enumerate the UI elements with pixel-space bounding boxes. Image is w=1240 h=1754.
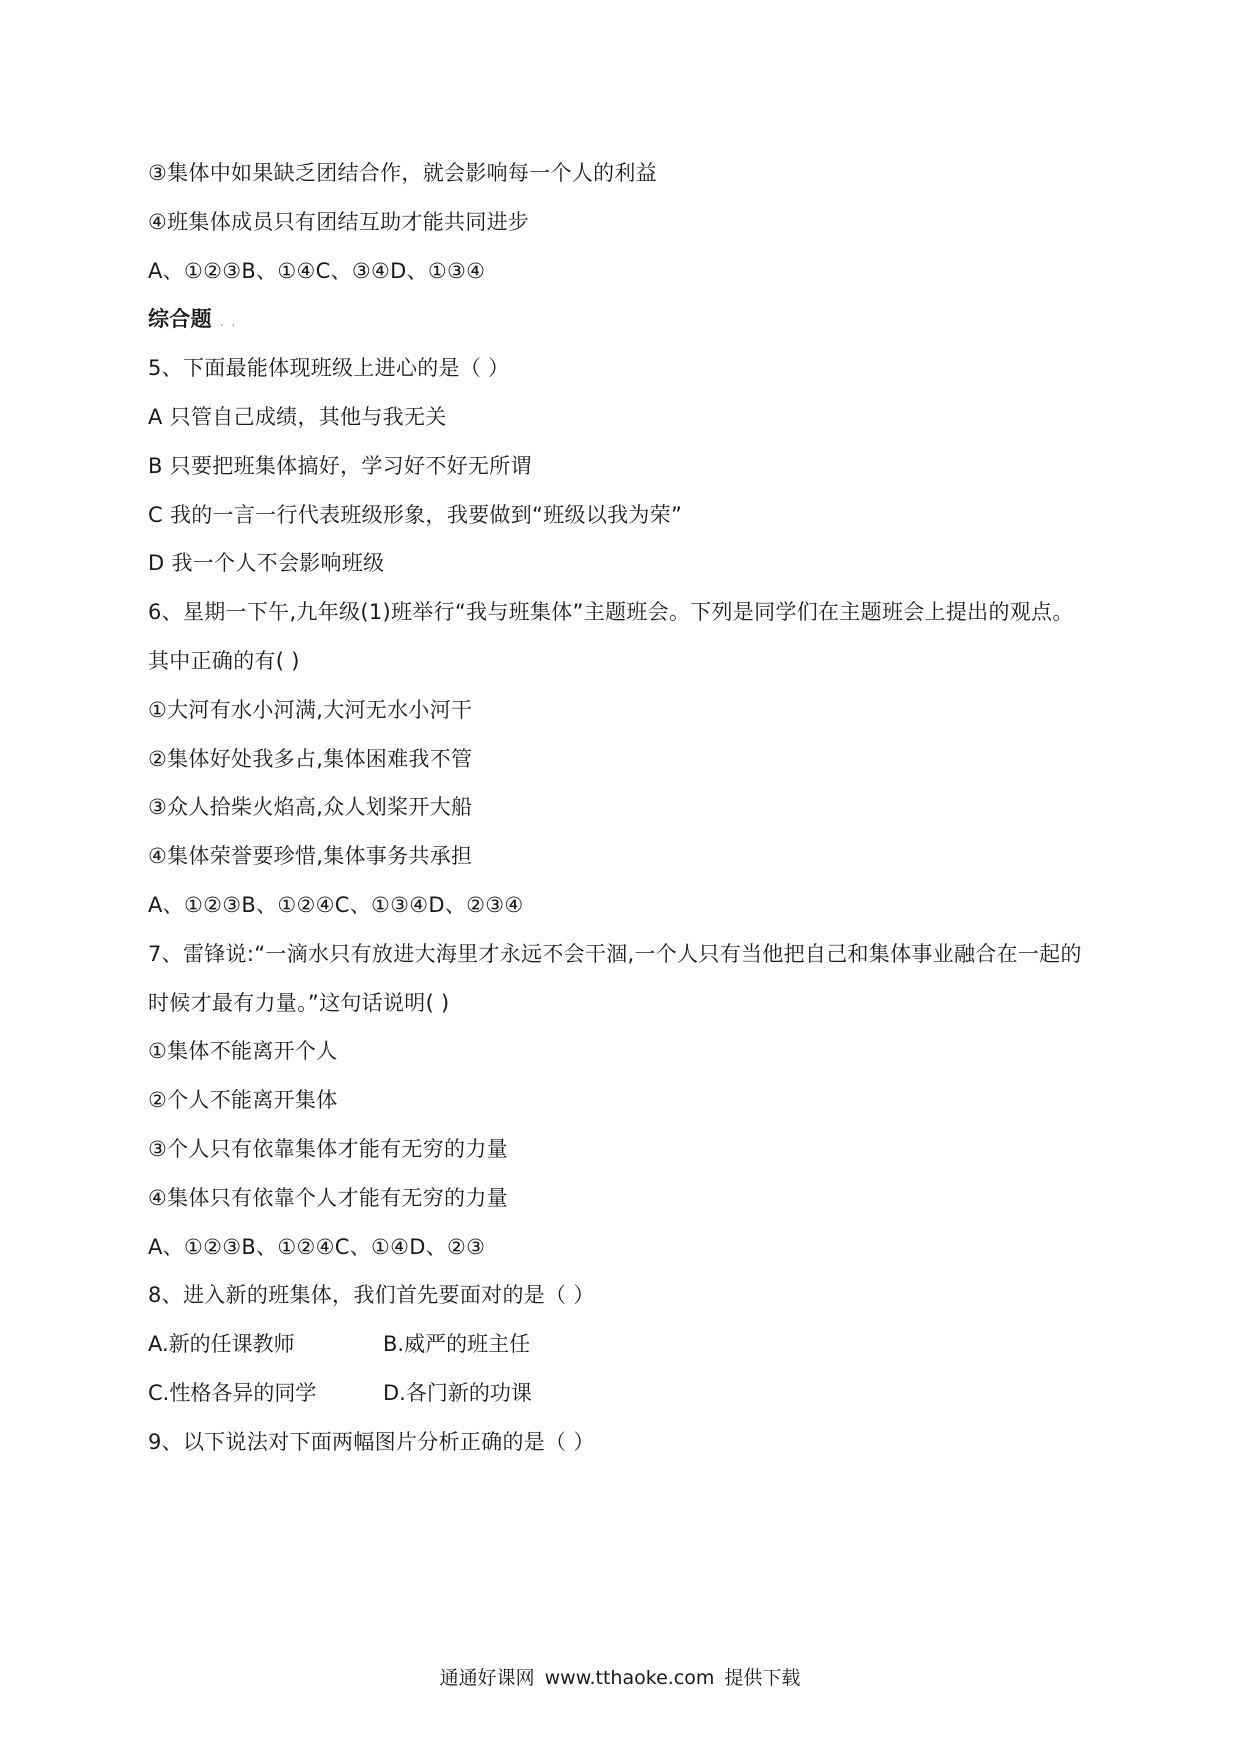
answer-options-line: A、①②③B、①②④C、①④D、②③ [148, 1235, 486, 1259]
question-5: 5、下面最能体现班级上进心的是（ ） [148, 356, 510, 380]
option-line: B 只要把班集体搞好，学习好不好无所谓 [148, 454, 532, 478]
question-9: 9、以下说法对下面两幅图片分析正确的是（ ） [148, 1430, 595, 1454]
section-heading-text: 综合题 [148, 307, 212, 331]
q8-option-a: A.新的任课教师 [148, 1332, 295, 1356]
option-line: A 只管自己成绩，其他与我无关 [148, 405, 447, 429]
answer-options-line: A、①②③B、①②④C、①③④D、②③④ [148, 893, 524, 917]
statement-line: ①集体不能离开个人 [148, 1039, 338, 1063]
question-6-cont: 其中正确的有( ) [148, 649, 300, 673]
option-line: D 我一个人不会影响班级 [148, 551, 385, 575]
q8-option-b: B.威严的班主任 [383, 1332, 531, 1356]
q8-option-c: C.性格各异的同学 [148, 1381, 317, 1405]
text-line: ③集体中如果缺乏团结合作，就会影响每一个人的利益 [148, 161, 658, 185]
statement-line: ④集体只有依靠个人才能有无穷的力量 [148, 1186, 508, 1210]
statement-line: ③众人拾柴火焰高,众人划桨开大船 [148, 795, 473, 819]
option-line: C 我的一言一行代表班级形象，我要做到“班级以我为荣” [148, 503, 683, 527]
statement-line: ④集体荣誉要珍惜,集体事务共承担 [148, 844, 473, 868]
q8-option-d: D.各门新的功课 [383, 1381, 532, 1405]
statement-line: ②集体好处我多占,集体困难我不管 [148, 747, 473, 771]
statement-line: ①大河有水小河满,大河无水小河干 [148, 698, 473, 722]
section-heading [148, 304, 237, 337]
question-6: 6、星期一下午,九年级(1)班举行“我与班集体”主题班会。下列是同学们在主题班会上提出的观点。 [148, 600, 1074, 624]
answer-options-line: A、①②③B、①④C、③④D、①③④ [148, 259, 486, 283]
text-line: ④班集体成员只有团结互助才能共同进步 [148, 210, 530, 234]
question-8: 8、进入新的班集体，我们首先要面对的是（ ） [148, 1283, 595, 1307]
statement-line: ②个人不能离开集体 [148, 1088, 338, 1112]
question-7: 7、雷锋说:“一滴水只有放进大海里才永远不会干涸,一个人只有当他把自己和集体事业融合在一起的 [148, 942, 1082, 966]
section-heading-dots: . . [219, 315, 238, 329]
page-footer: 通通好课网 www.tthaoke.com 提供下载 [439, 1667, 801, 1689]
statement-line: ③个人只有依靠集体才能有无穷的力量 [148, 1137, 508, 1161]
question-7-cont: 时候才最有力量。”这句话说明( ) [148, 991, 450, 1015]
